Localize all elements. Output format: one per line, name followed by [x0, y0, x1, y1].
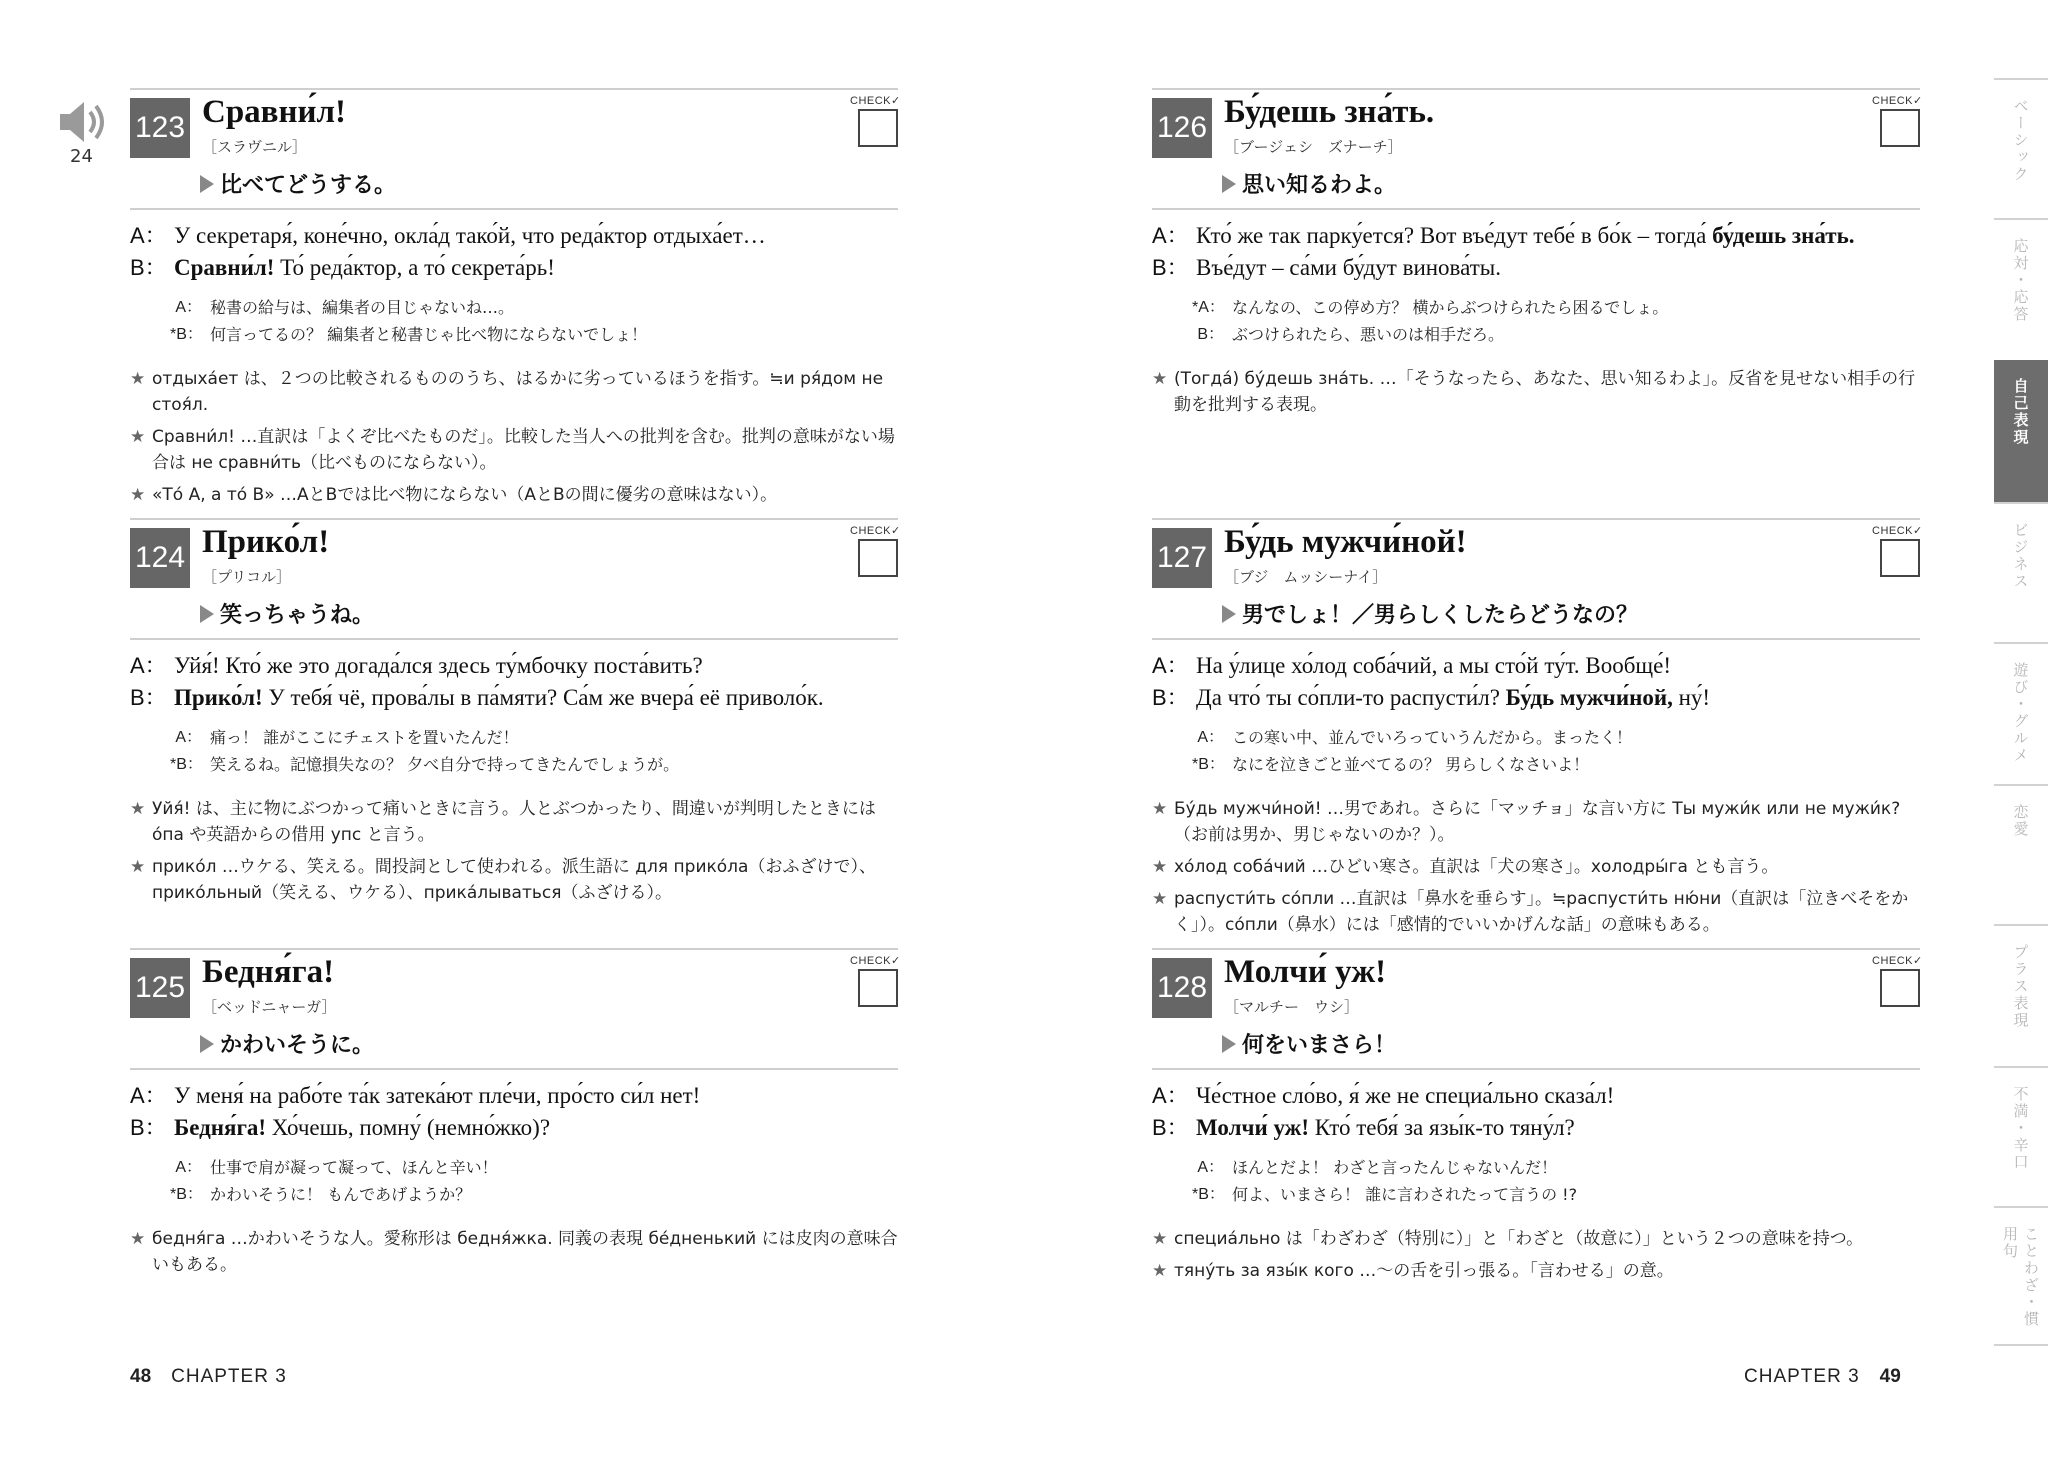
star-icon: ★ [130, 799, 146, 819]
translation-text: ほんとだよ！ わざと言ったんじゃないんだ！ [1232, 1158, 1558, 1177]
dialog-text: У меня́ на рабо́те та́к затека́ют пле́чи, про́сто си́л нет! [174, 1083, 701, 1108]
dialog-phrase: Молчи́ уж! [1196, 1115, 1310, 1140]
dialog-line [130, 220, 898, 252]
dialog [130, 1080, 898, 1144]
dialog-line [1152, 650, 1920, 682]
dialog-line [130, 682, 898, 714]
translation-text: 秘書の給与は、編集者の目じゃないね…。 [210, 298, 515, 317]
notes [130, 1226, 898, 1278]
speaker: A： [1197, 1159, 1224, 1176]
meaning-text: 比べてどうする。 [220, 173, 397, 198]
speaker: *B： [170, 756, 203, 773]
entry-number: 127 [1152, 528, 1212, 588]
speaker: A： [1152, 223, 1189, 248]
phrase-entry [130, 518, 901, 912]
thumb-tab-label: プラス表現 [2011, 944, 2030, 1029]
speaker: *B： [1192, 756, 1225, 773]
triangle-arrow-icon [1222, 175, 1236, 193]
translation [130, 724, 898, 778]
translation [1152, 294, 1920, 348]
check-box[interactable] [858, 539, 898, 577]
entry-header [130, 518, 901, 596]
entry-meaning [130, 166, 898, 210]
entry-number: 125 [130, 958, 190, 1018]
dialog-text: У секретаря́, коне́чно, окла́д тако́й, что реда́ктор отдыха́ет… [174, 223, 766, 248]
speaker: B： [130, 255, 167, 280]
dialog-text: На у́лице хо́лод соба́чий, а мы сто́й ту́т. Вообще́! [1196, 653, 1672, 678]
dialog-line [1152, 1080, 1920, 1112]
entry-number: 123 [130, 98, 190, 158]
dialog-phrase: Прико́л! [174, 685, 263, 710]
notes [1152, 366, 1920, 418]
dialog-line [130, 1080, 898, 1112]
translation-line [1192, 321, 1920, 348]
dialog-line [1152, 682, 1920, 714]
phrase-entry [1152, 88, 1923, 424]
thumb-tab-business[interactable] [1994, 502, 2048, 642]
notes [130, 366, 898, 508]
dialog-text: Че́стное сло́во, я́ же не специа́льно сказа́л! [1196, 1083, 1615, 1108]
note: ★ Уйя́! は、主に物にぶつかって痛いときに言う。人とぶつかったり、間違いが判明したときには о́па や英語からの借用 упс と言う。 [130, 796, 898, 848]
speaker: A： [130, 653, 167, 678]
dialog [1152, 220, 1920, 284]
check-label: CHECK✓ [1872, 525, 1923, 537]
check-box[interactable] [1880, 539, 1920, 577]
thumb-tab-complaints[interactable] [1994, 1066, 2048, 1206]
dialog-text: Въе́дут – са́ми бу́дут винова́ты. [1196, 255, 1501, 280]
note: ★ хо́лод соба́чий …ひどい寒さ。直訳は「犬の寒さ」。холодры́га とも言う。 [1152, 854, 1920, 880]
dialog-line [130, 252, 898, 284]
check-box[interactable] [1880, 109, 1920, 147]
meaning-text: 思い知るわよ。 [1242, 173, 1397, 198]
translation [1152, 724, 1920, 778]
entry-reading: ［プリコル］ [202, 568, 292, 586]
entry-title: Прико́л! [202, 524, 330, 560]
dialog [1152, 1080, 1920, 1144]
meaning-text: 何をいまさら！ [1242, 1033, 1397, 1058]
chapter-label: CHAPTER 3 [1744, 1366, 1860, 1387]
track-number: 24 [70, 146, 93, 167]
phrase-entry [1152, 948, 1923, 1290]
check-area [850, 954, 901, 1007]
entry-meaning [130, 1026, 898, 1070]
entry-meaning [1152, 1026, 1920, 1070]
footer-left [130, 1366, 307, 1388]
phrase-entry [1152, 518, 1923, 944]
translation-text: この寒い中、並んでいろっていうんだから。まったく！ [1232, 728, 1633, 747]
meaning-text: 笑っちゃうね。 [220, 603, 375, 628]
entry-reading: ［ブージェシ ズナーチ］ [1224, 138, 1403, 156]
phrase-entry [130, 948, 901, 1284]
star-icon: ★ [1152, 1229, 1168, 1249]
check-box[interactable] [1880, 969, 1920, 1007]
check-label: CHECK✓ [850, 525, 901, 537]
note: ★ распусти́ть со́пли …直訳は「鼻水を垂らす」。≒распусти́ть ню́ни（直訳は「泣きべそをかく」）。со́пли（鼻水）には「感情的でいいかげんな話」の意味もある。 [1152, 886, 1920, 938]
thumb-tab-label: 自己表現 [2011, 378, 2030, 446]
thumb-tab-label: ベーシック [2011, 98, 2030, 183]
speaker: *B： [1192, 1186, 1225, 1203]
translation-line [170, 724, 898, 751]
dialog-text: Уйя́! Кто́ же это догада́лся здесь ту́мбочку поста́вить? [174, 653, 703, 678]
note: ★ бедня́га …かわいそうな人。愛称形は бедня́жка. 同義の表現 бе́дненький には皮肉の意味合いもある。 [130, 1226, 898, 1278]
star-icon: ★ [130, 857, 146, 877]
phrase-entry [130, 88, 901, 514]
triangle-arrow-icon [200, 1035, 214, 1053]
note: ★ Бу́дь мужчи́ной! …男であれ。さらに「マッチョ」な言い方に Ты мужи́к или не мужи́к?（お前は男か、男じゃないのか？）。 [1152, 796, 1920, 848]
entry-number: 124 [130, 528, 190, 588]
entry-meaning [1152, 166, 1920, 210]
entry-reading: ［マルチー ウシ］ [1224, 998, 1360, 1016]
thumb-tab-label: 応対・応答 [2011, 238, 2030, 323]
entry-reading: ［ブジ ムッシーナイ］ [1224, 568, 1388, 586]
meaning-text: かわいそうに。 [220, 1033, 375, 1058]
thumb-tab-self-expression[interactable] [1994, 360, 2048, 502]
translation-line [170, 1154, 898, 1181]
dialog [1152, 650, 1920, 714]
triangle-arrow-icon [1222, 605, 1236, 623]
star-icon: ★ [130, 1229, 146, 1249]
translation-text: ぶつけられたら、悪いのは相手だろ。 [1232, 325, 1505, 344]
speaker: B： [130, 685, 167, 710]
dialog-rest: Кто́ тебя́ за язы́к-то тяну́л? [1309, 1115, 1575, 1140]
translation-text: 仕事で肩が凝って凝って、ほんと辛い！ [210, 1158, 498, 1177]
thumb-tab-basic[interactable] [1994, 78, 2048, 218]
translation-line [170, 321, 898, 348]
note: ★ тяну́ть за язы́к кого …〜の舌を引っ張る。「言わせる」の意。 [1152, 1258, 1920, 1284]
dialog-rest: То́ реда́ктор, а то́ секрета́рь! [274, 255, 555, 280]
translation-line [1192, 294, 1920, 321]
entry-reading: ［スラヴニル］ [202, 138, 308, 156]
note: ★ прико́л …ウケる、笑える。間投詞として使われる。派生語に для прико́ла（おふざけで）、прико́льный（笑える、ウケる）、прика́лываться（ふざける）。 [130, 854, 898, 906]
entry-number: 128 [1152, 958, 1212, 1018]
thumb-tab-label: ビジネス [2011, 522, 2030, 590]
translation-line [1192, 1154, 1920, 1181]
chapter-label: CHAPTER 3 [171, 1366, 287, 1387]
dialog-text [1196, 220, 1920, 252]
thumb-tab-love[interactable] [1994, 784, 2048, 924]
check-label: CHECK✓ [1872, 95, 1923, 107]
dialog-text [1196, 682, 1920, 714]
translation-text: 何よ、いまさら！ 誰に言わされたって言うの !? [1232, 1185, 1578, 1204]
triangle-arrow-icon [200, 605, 214, 623]
speaker: A： [1197, 729, 1224, 746]
dialog [130, 220, 898, 284]
translation-text: なにを泣きごと並べてるの？ 男らしくなさいよ！ [1232, 755, 1590, 774]
star-icon: ★ [130, 369, 146, 389]
notes [130, 796, 898, 906]
dialog-phrase: бу́дешь зна́ть. [1712, 223, 1855, 248]
translation-line [170, 294, 898, 321]
star-icon: ★ [1152, 889, 1168, 909]
check-area [1872, 94, 1923, 147]
note: ★ отдыха́ет は、２つの比較されるもののうち、はるかに劣っているほうを指す。≒и ря́дом не стоя́л. [130, 366, 898, 418]
dialog-text [174, 1112, 898, 1144]
thumb-tab-label: 遊び・グルメ [2011, 662, 2030, 764]
speaker: A： [130, 1083, 167, 1108]
speaker: B： [130, 1115, 167, 1140]
speaker: B： [1152, 1115, 1189, 1140]
notes [1152, 1226, 1920, 1284]
dialog-line [1152, 220, 1920, 252]
speaker: A： [1152, 1083, 1189, 1108]
thumb-tab-label: 恋愛 [2011, 804, 2030, 838]
entry-header [1152, 948, 1923, 1026]
note: ★ специа́льно は「わざわざ（特別に）」と「わざと（故意に）」という２つの意味を持つ。 [1152, 1226, 1920, 1252]
check-label: CHECK✓ [850, 955, 901, 967]
dialog-line [1152, 252, 1920, 284]
dialog-rest: У тебя́ чё, прова́лы в па́мяти? Са́м же вчера́ её приволо́к. [262, 685, 824, 710]
dialog-phrase: Сравни́л! [174, 255, 275, 280]
triangle-arrow-icon [200, 175, 214, 193]
footer-right [1724, 1366, 1901, 1388]
speaker: A： [1152, 653, 1189, 678]
check-area [1872, 524, 1923, 577]
speaker: *B： [170, 326, 203, 343]
check-area [1872, 954, 1923, 1007]
entry-header [130, 948, 901, 1026]
speaker: B： [1197, 326, 1224, 343]
dialog-line [130, 650, 898, 682]
entry-title: Бу́дь мужчи́ной! [1224, 524, 1467, 560]
dialog-line [130, 1112, 898, 1144]
thumb-tab-proverbs[interactable] [1994, 1206, 2048, 1344]
check-label: CHECK✓ [850, 95, 901, 107]
check-area [850, 94, 901, 147]
speaker: *B： [170, 1186, 203, 1203]
star-icon: ★ [1152, 369, 1168, 389]
translation-text: なんなの、この停め方？ 横からぶつけられたら困るでしょ。 [1232, 298, 1669, 317]
page-number: 48 [130, 1366, 152, 1387]
translation [1152, 1154, 1920, 1208]
note: ★ (Тогда́) бу́дешь зна́ть. …「そうなったら、あなた、思い知るわよ」。反省を見せない相手の行動を批判する表現。 [1152, 366, 1920, 418]
note: ★ Сравни́л! …直訳は「よくぞ比べたものだ」。比較した当人への批判を含む。批判の意味がない場合は не сравни́ть（比べものにならない）。 [130, 424, 898, 476]
entry-meaning [1152, 596, 1920, 640]
translation-text: かわいそうに！ もんであげようか？ [210, 1185, 472, 1204]
thumb-tab-play-gourmet[interactable] [1994, 642, 2048, 784]
dialog-line [1152, 1112, 1920, 1144]
translation-text: 笑えるね。記憶損失なの？ 夕べ自分で持ってきたんでしょうが。 [210, 755, 680, 774]
translation-line [170, 1181, 898, 1208]
speaker-icon[interactable] [56, 94, 112, 150]
speaker: *A： [1192, 299, 1225, 316]
note: ★ «То́ А, а то́ В» …AとBでは比べ物にならない（AとBの間に優劣の意味はない）。 [130, 482, 898, 508]
translation [130, 1154, 898, 1208]
thumb-tab-label: 不満・辛口 [2011, 1086, 2030, 1171]
speaker: B： [1152, 255, 1189, 280]
star-icon: ★ [1152, 799, 1168, 819]
dialog-text [174, 682, 898, 714]
star-icon: ★ [1152, 1261, 1168, 1281]
translation-text: 痛っ！ 誰がここにチェストを置いたんだ！ [210, 728, 519, 747]
speaker: A： [130, 223, 167, 248]
entry-number: 126 [1152, 98, 1212, 158]
entry-title: Бедня́га! [202, 954, 335, 990]
check-box[interactable] [858, 969, 898, 1007]
dialog-tail: ну́! [1672, 685, 1711, 710]
notes [1152, 796, 1920, 938]
translation-line [1192, 751, 1920, 778]
entry-header [1152, 88, 1923, 166]
dialog-text [1196, 1112, 1920, 1144]
triangle-arrow-icon [1222, 1035, 1236, 1053]
translation-line [1192, 1181, 1920, 1208]
translation-text: 何言ってるの？ 編集者と秘書じゃ比べ物にならないでしょ！ [210, 325, 648, 344]
entry-meaning [130, 596, 898, 640]
entry-title: Сравни́л! [202, 94, 347, 130]
thumb-tab-plus[interactable] [1994, 924, 2048, 1066]
entry-title: Бу́дешь зна́ть. [1224, 94, 1435, 130]
speaker: A： [175, 299, 202, 316]
thumb-divider [1994, 1344, 2048, 1346]
dialog-rest: Да что́ ты со́пли-то распусти́л? [1196, 685, 1506, 710]
page-number: 49 [1879, 1366, 1901, 1387]
thumb-tab-response[interactable] [1994, 218, 2048, 360]
dialog-rest: Хо́чешь, помну́ (немно́жко)? [266, 1115, 551, 1140]
star-icon: ★ [130, 485, 146, 505]
translation-line [1192, 724, 1920, 751]
speaker: A： [175, 729, 202, 746]
thumb-tab-label: ことわざ・慣用句 [2001, 1226, 2040, 1328]
translation [130, 294, 898, 348]
dialog-phrase: Бу́дь мужчи́ной, [1505, 685, 1673, 710]
star-icon: ★ [1152, 857, 1168, 877]
check-label: CHECK✓ [1872, 955, 1923, 967]
entry-header [130, 88, 901, 166]
speaker: B： [1152, 685, 1189, 710]
entry-header [1152, 518, 1923, 596]
star-icon: ★ [130, 427, 146, 447]
translation-line [170, 751, 898, 778]
speaker: A： [175, 1159, 202, 1176]
dialog [130, 650, 898, 714]
dialog-text [174, 252, 898, 284]
check-area [850, 524, 901, 577]
dialog-phrase: Бедня́га! [174, 1115, 267, 1140]
dialog-rest: Кто́ же так парку́ется? Вот въе́дут тебе́ в бо́к – тогда́ [1196, 223, 1713, 248]
entry-reading: ［ベッドニャーガ］ [202, 998, 337, 1016]
entry-title: Молчи́ уж! [1224, 954, 1387, 990]
check-box[interactable] [858, 109, 898, 147]
meaning-text: 男でしょ！／男らしくしたらどうなの？ [1242, 603, 1639, 628]
